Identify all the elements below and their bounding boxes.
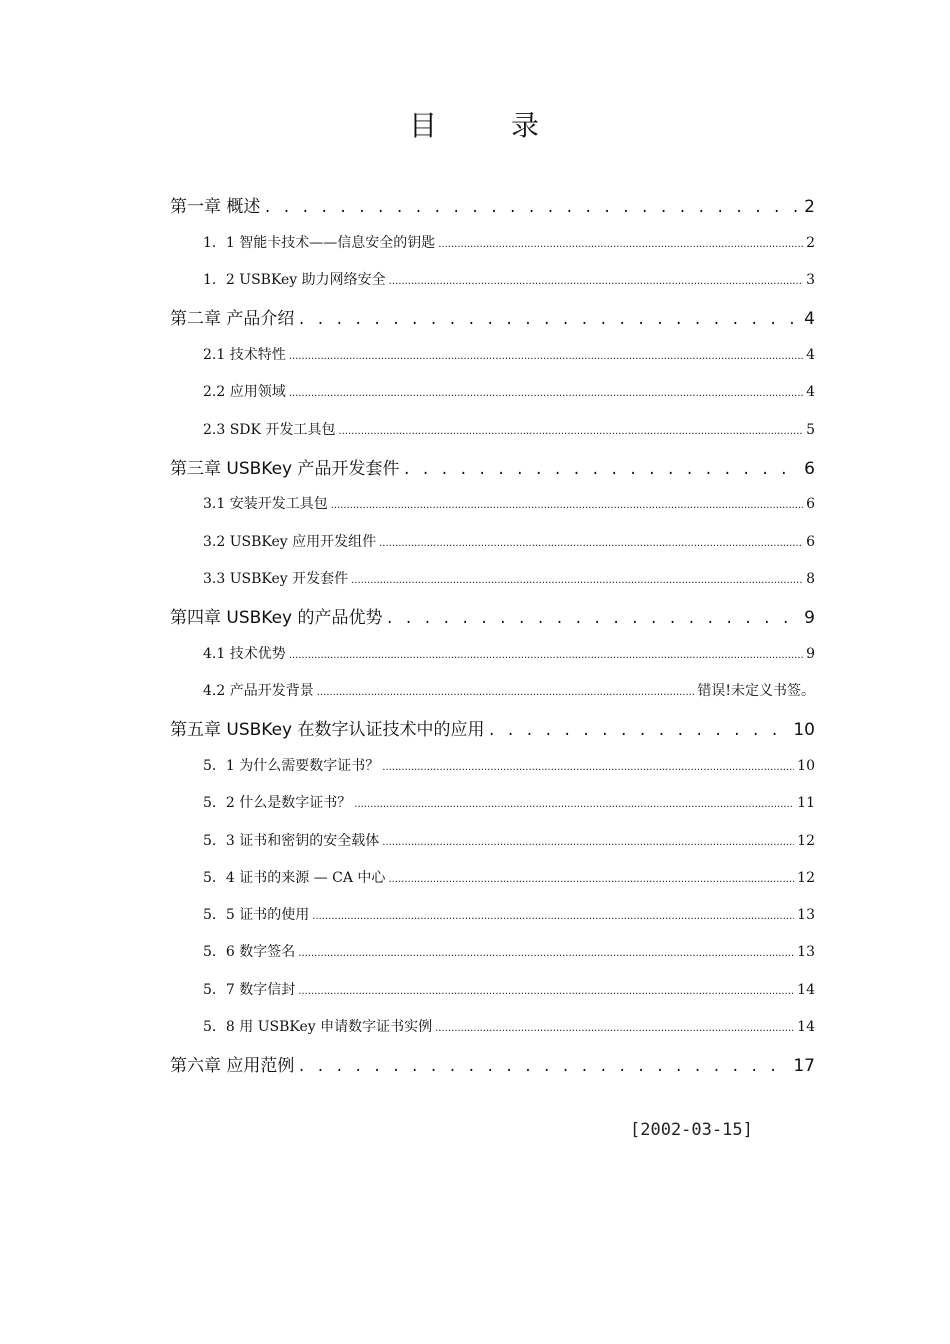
toc-chapter-entry[interactable] xyxy=(170,715,815,740)
toc-page-number: 4 xyxy=(806,347,815,363)
toc-entry-label: 3.1 安装开发工具包 xyxy=(203,496,328,512)
toc-entry-label: 1．1 智能卡技术——信息安全的钥匙 xyxy=(203,235,436,251)
toc-section-entry[interactable] xyxy=(203,381,815,401)
toc-section-entry[interactable] xyxy=(203,680,815,700)
toc-entry-label: 2.1 技术特性 xyxy=(203,347,286,363)
toc-chapter-entry[interactable] xyxy=(170,192,815,217)
toc-entry-label: 5．2 什么是数字证书？ xyxy=(203,795,352,811)
toc-section-entry[interactable] xyxy=(203,867,815,887)
toc-page-number: 14 xyxy=(797,1019,815,1035)
toc-page-number: 8 xyxy=(806,571,815,587)
title-char-right: 录 xyxy=(511,109,542,142)
toc-page-number: 2 xyxy=(806,235,815,251)
toc-section-entry[interactable] xyxy=(203,531,815,551)
toc-section-entry[interactable] xyxy=(203,232,815,252)
toc-section-entry[interactable] xyxy=(203,1016,815,1036)
toc-dot-leader xyxy=(298,944,794,960)
toc-section-entry[interactable] xyxy=(203,792,815,812)
toc-entry-label: 第六章 应用范例 xyxy=(170,1056,295,1076)
toc-entry-label: 第三章 USBKey 产品开发套件 xyxy=(170,459,400,479)
toc-page-number: 9 xyxy=(806,646,815,662)
toc-entry-label: 4.2 产品开发背景 xyxy=(203,683,314,699)
toc-dot-leader xyxy=(388,870,794,886)
toc-page-number: 13 xyxy=(797,907,815,923)
toc-section-entry[interactable] xyxy=(203,830,815,850)
toc-dot-leader xyxy=(289,384,803,400)
toc-chapter-entry[interactable] xyxy=(170,603,815,628)
toc-entry-label: 5．8 用 USBKey 申请数字证书实例 xyxy=(203,1019,433,1035)
toc-section-entry[interactable] xyxy=(203,979,815,999)
toc-dot-leader xyxy=(351,571,803,587)
toc-section-entry[interactable] xyxy=(203,941,815,961)
toc-section-entry[interactable] xyxy=(203,269,815,289)
toc-page-number: 6 xyxy=(804,459,815,479)
toc-page-number: 6 xyxy=(806,496,815,512)
toc-page-number: 17 xyxy=(793,1056,815,1076)
toc-chapter-entry[interactable] xyxy=(170,304,815,329)
toc-entry-label: 5．6 数字签名 xyxy=(203,944,296,960)
toc-page-number: 11 xyxy=(797,795,815,811)
title-char-left: 目 xyxy=(408,109,439,142)
toc-dot-leader xyxy=(289,646,803,662)
toc-dot-leader xyxy=(379,534,803,550)
toc-section-entry[interactable] xyxy=(203,755,815,775)
toc-page-number: 10 xyxy=(797,758,815,774)
toc-entry-label: 5．5 证书的使用 xyxy=(203,907,310,923)
toc-dot-leader xyxy=(297,309,801,329)
toc-section-entry[interactable] xyxy=(203,493,815,513)
toc-page-number: 5 xyxy=(806,422,815,438)
toc-dot-leader xyxy=(389,272,803,288)
toc-entry-label: 5．7 数字信封 xyxy=(203,982,296,998)
toc-page-number: 3 xyxy=(806,272,815,288)
toc-dot-leader xyxy=(403,459,802,479)
toc-entry-label: 第一章 概述 xyxy=(170,197,261,217)
toc-dot-leader xyxy=(435,1019,794,1035)
toc-dot-leader xyxy=(382,833,794,849)
toc-page-number: 12 xyxy=(797,870,815,886)
toc-chapter-entry[interactable] xyxy=(170,1051,815,1076)
toc-page-number: 13 xyxy=(797,944,815,960)
toc-section-entry[interactable] xyxy=(203,344,815,364)
toc-entry-label: 1．2 USBKey 助力网络安全 xyxy=(203,272,386,288)
toc-page-number: 9 xyxy=(804,608,815,628)
toc-entry-label: 5．3 证书和密钥的安全载体 xyxy=(203,833,380,849)
toc-dot-leader xyxy=(263,197,801,217)
toc-entry-label: 3.2 USBKey 应用开发组件 xyxy=(203,534,377,550)
toc-dot-leader xyxy=(338,422,803,438)
document-date: [2002-03-15] xyxy=(630,1120,753,1140)
toc-page-number: 2 xyxy=(804,197,815,217)
toc-entry-label: 2.3 SDK 开发工具包 xyxy=(203,422,336,438)
toc-section-entry[interactable] xyxy=(203,904,815,924)
toc-page-number: 4 xyxy=(806,384,815,400)
toc-entry-label: 2.2 应用领域 xyxy=(203,384,286,400)
toc-dot-leader xyxy=(312,907,794,923)
toc-page-number: 4 xyxy=(804,309,815,329)
toc-entry-label: 4.1 技术优势 xyxy=(203,646,286,662)
toc-page-number: 10 xyxy=(793,720,815,740)
toc-entry-label: 第五章 USBKey 在数字认证技术中的应用 xyxy=(170,720,485,740)
toc-section-entry[interactable] xyxy=(203,643,815,663)
toc-dot-leader xyxy=(297,1056,790,1076)
toc-entry-label: 3.3 USBKey 开发套件 xyxy=(203,571,349,587)
toc-page-number: 14 xyxy=(797,982,815,998)
toc-page-number: 12 xyxy=(797,833,815,849)
toc-dot-leader xyxy=(317,683,695,699)
toc-dot-leader xyxy=(382,758,794,774)
page-title xyxy=(0,104,950,144)
toc-dot-leader xyxy=(354,795,794,811)
toc-section-entry[interactable] xyxy=(203,568,815,588)
toc-chapter-entry[interactable] xyxy=(170,454,815,479)
toc-page-number: 6 xyxy=(806,534,815,550)
toc-entry-label: 5．4 证书的来源 — CA 中心 xyxy=(203,870,386,886)
toc-dot-leader xyxy=(488,720,791,740)
toc-entry-label: 第二章 产品介绍 xyxy=(170,309,295,329)
toc-section-entry[interactable] xyxy=(203,419,815,439)
toc-dot-leader xyxy=(438,235,803,251)
toc-dot-leader xyxy=(289,347,803,363)
toc-entry-label: 5．1 为什么需要数字证书？ xyxy=(203,758,380,774)
toc-page-number: 错误!未定义书签。 xyxy=(697,683,815,699)
toc-dot-leader xyxy=(331,496,803,512)
toc-dot-leader xyxy=(298,982,794,998)
toc-entry-label: 第四章 USBKey 的产品优势 xyxy=(170,608,383,628)
toc-dot-leader xyxy=(386,608,802,628)
